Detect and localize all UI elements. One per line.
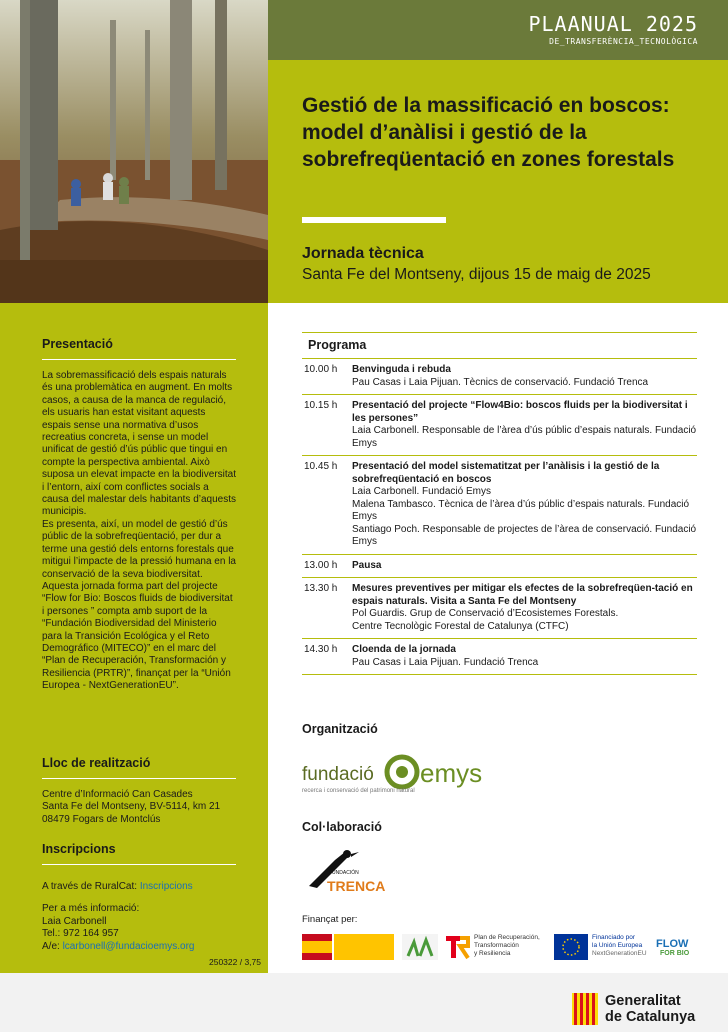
trenca-logo-name: TRENCA bbox=[327, 878, 386, 894]
title-area bbox=[268, 60, 728, 303]
program-title: Cloenda de la jornada bbox=[352, 644, 456, 655]
fundacion-biodiversidad-logo bbox=[402, 934, 438, 960]
spain-government-logo bbox=[302, 934, 394, 960]
program-row bbox=[302, 395, 697, 456]
organitzacio-heading: Organització bbox=[302, 722, 378, 736]
emys-logo-word: fundació bbox=[302, 764, 374, 785]
prtr-logo bbox=[446, 934, 470, 960]
program-speaker: Centre Tecnològic Forestal de Catalunya (CTFC) bbox=[352, 620, 569, 632]
reference-code: 250322 / 3,75 bbox=[209, 957, 261, 967]
program-body bbox=[352, 461, 697, 549]
eu-line3: NextGenerationEU bbox=[592, 950, 647, 957]
program-speaker: Malena Tambasco. Tècnica de l’àrea d’ús públic d’espais naturals. Fundació Emys bbox=[352, 498, 690, 522]
generalitat-line1: Generalitat bbox=[605, 993, 681, 1009]
programa-section bbox=[302, 332, 697, 675]
program-body bbox=[352, 560, 697, 573]
generalitat-line2: de Catalunya bbox=[605, 1009, 696, 1025]
eu-text bbox=[592, 934, 647, 958]
contact-name: Laia Carbonell bbox=[42, 915, 107, 927]
programa-heading: Programa bbox=[302, 332, 697, 359]
lloc-line3: 08479 Fogars de Montclús bbox=[42, 813, 161, 825]
program-speaker: Pol Guardis. Grup de Conservació d’Ecosistemes Forestals. bbox=[352, 608, 619, 619]
funders-logos bbox=[302, 930, 702, 962]
program-row bbox=[302, 639, 697, 675]
flow-for-bio-logo bbox=[656, 934, 700, 962]
program-speaker: Santiago Poch. Responsable de projectes de l’àrea de conservació. Fundació Emys bbox=[352, 523, 697, 547]
program-time: 13.00 h bbox=[304, 559, 338, 571]
lloc-section bbox=[42, 756, 236, 826]
trenca-logo-small: FUNDACIÓN bbox=[329, 870, 359, 876]
sidebar bbox=[0, 303, 268, 973]
contact-info bbox=[42, 903, 236, 953]
presentacio-section bbox=[42, 337, 236, 693]
emys-logo-name: emys bbox=[420, 758, 483, 788]
page-title: Gestió de la massificació en boscos: model d’anàlisi i gestió de la sobrefreqüentació en zones forestals bbox=[302, 94, 675, 171]
program-speaker: Pau Casas i Laia Pijuan. Fundació Trenca bbox=[352, 656, 539, 668]
program-title: Presentació del model sistematitzat per l’anàlisis i la gestió de la sobrefreqüentació en boscos bbox=[352, 461, 660, 485]
program-body bbox=[352, 583, 697, 633]
program-title: Pausa bbox=[352, 559, 382, 571]
programa-rows bbox=[302, 359, 697, 675]
program-body bbox=[352, 400, 697, 450]
inscripcions-section bbox=[42, 842, 236, 953]
lloc-text bbox=[42, 789, 236, 826]
inscripcions-via-label: A través de RuralCat: bbox=[42, 881, 140, 892]
fundacio-emys-logo bbox=[302, 750, 482, 800]
inscripcions-heading: Inscripcions bbox=[42, 842, 236, 865]
top-band bbox=[268, 0, 728, 60]
program-speaker: Laia Carbonell. Responsable de l’àrea d’ús públic d’espais naturals. Fundació Emys bbox=[352, 425, 697, 449]
program-row bbox=[302, 578, 697, 639]
presentacio-p3: Aquesta jornada forma part del projecte “Flow for Bio: Boscos fluids de biodiversitat i persones ” compta amb suport de la “Fundación Biodiversidad del Ministerio para la Transición Ecológica y el Reto Demográfico (MITECO)” en el marc del “Plan de Recuperación, Transformación y Resiliencia (PRTR)”, finançat per la “Unión Europea - NextGenerationEU”. bbox=[42, 580, 233, 692]
plan-anual-logo bbox=[528, 14, 698, 46]
collaboracio-heading: Col·laboració bbox=[302, 820, 382, 834]
program-time: 14.30 h bbox=[304, 644, 338, 655]
program-speaker: Pau Casas i Laia Pijuan. Tècnics de conservació. Fundació Trenca bbox=[352, 376, 649, 388]
contact-line1: Per a més informació: bbox=[42, 903, 140, 915]
presentacio-p1: La sobremassificació dels espais naturals és una problemàtica en augment. En molts casos, a causa de la manca de regulació, els usuaris han estat visitant aquests espais sense una normativa d’usos recreatius concreta, i sense un model unificat de gestió d’ús públic que tingui en compte la perspectiva ambiental. Això suposa un elevat impacte en la biodiversitat i l’entorn, així com conflictes socials a causa del malestar dels habitants d’aquests municipis. bbox=[42, 370, 237, 518]
eu-line2: la Unión Europea bbox=[592, 942, 643, 949]
prtr-line3: y Resiliencia bbox=[474, 950, 511, 957]
program-time: 10.15 h bbox=[304, 400, 338, 411]
fundacion-trenca-logo bbox=[305, 848, 385, 902]
lloc-line1: Centre d’Informació Can Casades bbox=[42, 789, 193, 800]
presentacio-text bbox=[42, 370, 236, 693]
presentacio-heading: Presentació bbox=[42, 337, 236, 360]
prtr-line1: Plan de Recuperación, bbox=[474, 934, 540, 941]
generalitat-text bbox=[605, 993, 695, 1025]
program-time: 10.00 h bbox=[304, 364, 338, 375]
program-speaker: Laia Carbonell. Fundació Emys bbox=[352, 486, 491, 497]
event-type: Jornada tècnica bbox=[302, 245, 424, 262]
forest-photo bbox=[0, 0, 268, 303]
generalitat-logo bbox=[572, 993, 712, 1027]
contact-email-label: A/e: bbox=[42, 940, 63, 952]
flow-logo-line2: FOR BIO bbox=[660, 950, 690, 957]
brand-line1: PLAANUAL 2025 bbox=[528, 12, 698, 36]
emys-logo-tagline: recerca i conservació del patrimoni natural bbox=[302, 788, 415, 794]
presentacio-p2: Es presenta, així, un model de gestió d’ús públic de la sobrefreqüentació, per dur a terme una gestió dels entorns forestals que mitigui l’impacte de la pressió humana en la conservació de la seva biodiversitat. bbox=[42, 518, 236, 580]
program-row bbox=[302, 555, 697, 579]
program-time: 10.45 h bbox=[304, 461, 338, 472]
contact-email-link[interactable]: lcarbonell@fundacioemys.org bbox=[62, 940, 195, 952]
financat-label: Finançat per: bbox=[302, 914, 358, 925]
lloc-line2: Santa Fe del Montseny, BV-5114, km 21 bbox=[42, 801, 221, 813]
emys-turtle-icon bbox=[384, 754, 420, 790]
event-place-date: Santa Fe del Montseny, dijous 15 de maig de 2025 bbox=[302, 266, 651, 283]
program-title: Mesures preventives per mitigar els efectes de la sobrefreqüen-tació en espais naturals. Visita a Santa Fe del Montseny bbox=[352, 583, 693, 607]
eu-flag-icon bbox=[554, 934, 588, 960]
title-divider bbox=[302, 217, 446, 223]
program-row bbox=[302, 456, 697, 555]
program-title: Benvinguda i rebuda bbox=[352, 364, 451, 375]
inscripcions-via bbox=[42, 881, 236, 893]
lloc-heading: Lloc de realització bbox=[42, 756, 236, 779]
program-title: Presentació del projecte “Flow4Bio: boscos fluids per la biodiversitat i les persones” bbox=[352, 400, 688, 424]
prtr-line2: Transformación bbox=[474, 942, 519, 949]
inscripcions-link[interactable]: Inscripcions bbox=[139, 881, 193, 892]
brand-line2: DE_TRANSFERÈNCIA_TECNOLÒGICA bbox=[549, 37, 698, 46]
contact-phone: Tel.: 972 164 957 bbox=[42, 928, 119, 940]
prtr-text bbox=[474, 934, 540, 958]
flow-logo-line1: FLOW bbox=[656, 938, 689, 950]
program-time: 13.30 h bbox=[304, 583, 338, 594]
program-body bbox=[352, 644, 697, 669]
catalonia-flag-icon bbox=[572, 993, 598, 1025]
program-row bbox=[302, 359, 697, 395]
program-body bbox=[352, 364, 697, 389]
eu-line1: Financiado por bbox=[592, 934, 635, 941]
